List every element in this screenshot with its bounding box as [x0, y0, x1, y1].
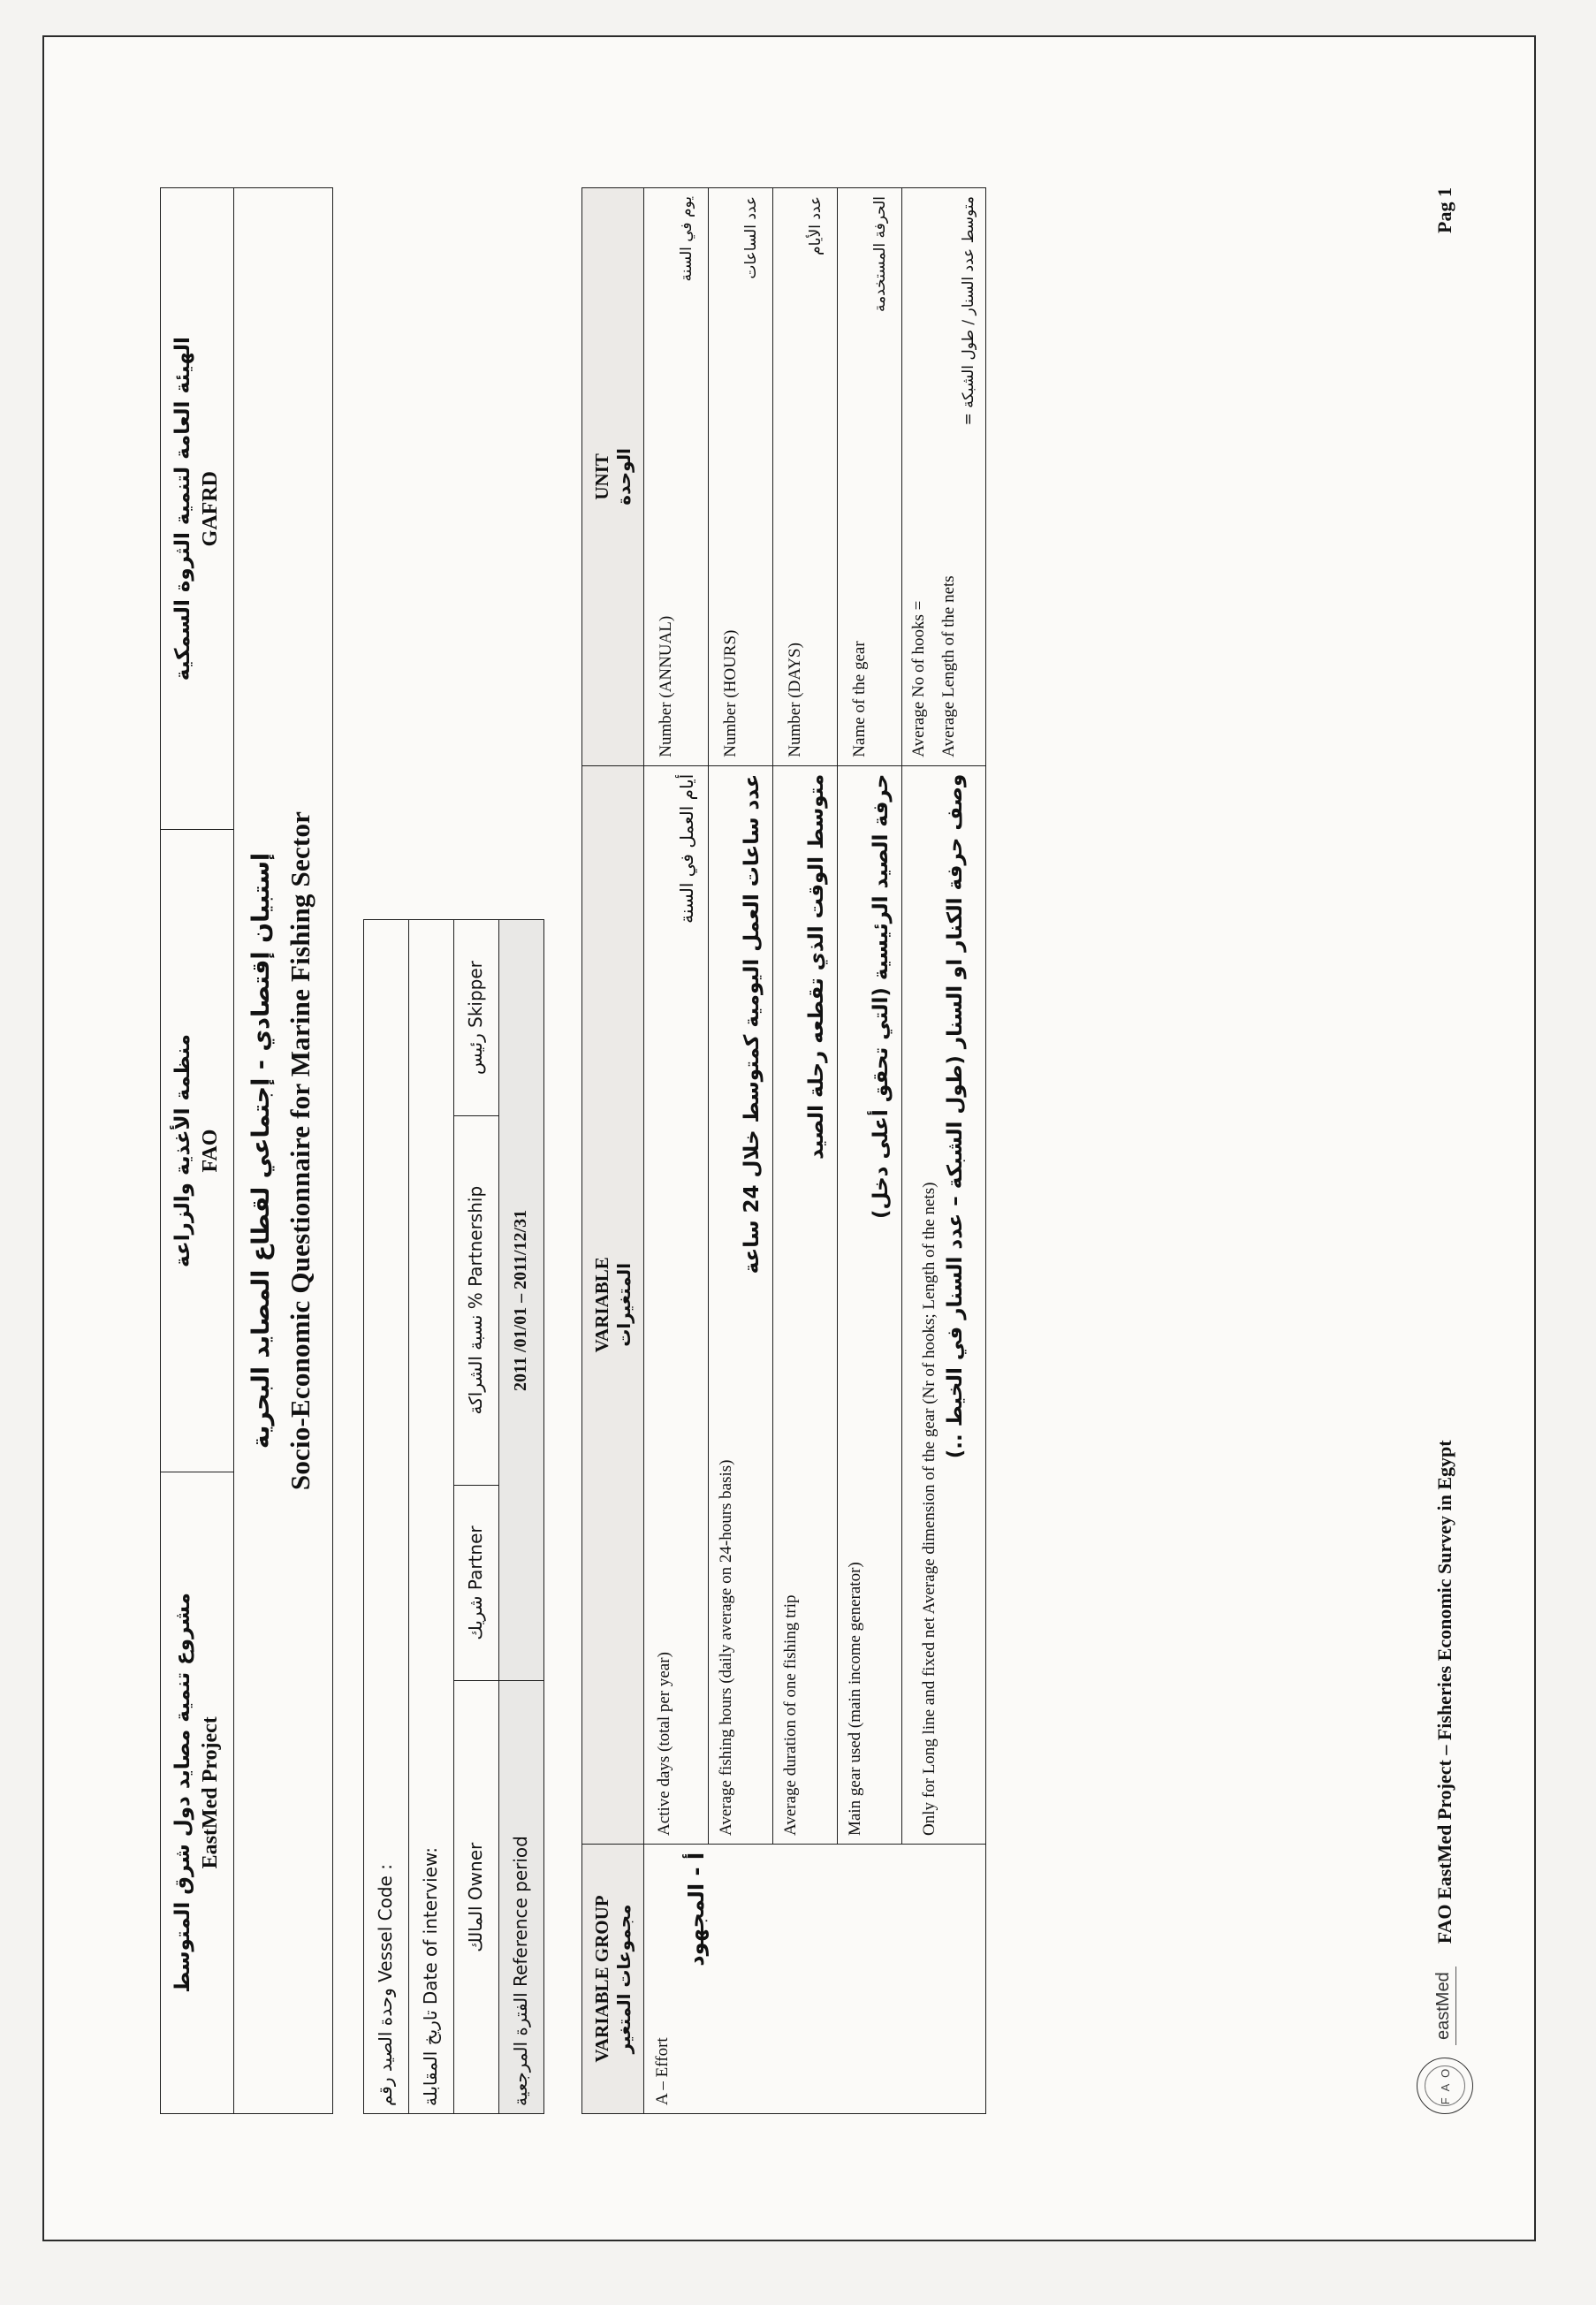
variables-header-unit — [581, 188, 643, 766]
unit-trip-duration-en: Number (DAYS) — [785, 643, 804, 757]
unit-main-gear-en: Name of the gear — [849, 641, 869, 757]
unit-trip-duration — [772, 188, 837, 766]
variable-gear-dimension-en: Only for Long line and fixed net Average dimension of the gear (Nr of hooks; Length of the nets) — [920, 1182, 939, 1836]
variables-header-unit-ar: الوحدة — [612, 448, 635, 506]
interview-date-row — [408, 920, 453, 2114]
unit-gear-dimension — [901, 188, 985, 766]
document-page — [91, 92, 1505, 2213]
document-content — [160, 187, 1433, 2114]
role-partnership-en: % Partnership — [465, 1185, 487, 1310]
role-skipper-ar: رئيس — [465, 1033, 487, 1075]
role-skipper — [453, 920, 498, 1115]
role-partner-ar: شريك — [465, 1595, 487, 1640]
header-gafrd-en: GAFRD — [199, 471, 223, 547]
header-eastmed-en: EastMed Project — [199, 1716, 223, 1869]
variables-header-group — [581, 1844, 643, 2113]
reference-period-label-en: Reference period — [510, 1836, 532, 1987]
vessel-code-row — [363, 920, 408, 2114]
page-number: Pag 1 — [1433, 187, 1455, 233]
reference-period-label — [498, 1681, 543, 2114]
interview-date-label: تاريخ المقابلة Date of interview: — [408, 920, 453, 2114]
unit-active-days-en: Number (ANNUAL) — [656, 615, 675, 757]
variable-trip-duration-en: Average duration of one fishing trip — [781, 1594, 801, 1836]
variable-main-gear — [837, 765, 901, 1844]
variable-group-effort-en: A – Effort — [652, 2037, 672, 2105]
variable-trip-duration-ar: متوسط الوقت الذي تقطعه رحلة الصيد — [804, 773, 828, 1160]
table-row — [837, 188, 901, 2114]
footer-project-text: FAO EastMed Project – Fisheries Economic Survey in Egypt — [1433, 1440, 1455, 1944]
fao-logo-icon: F A O — [1417, 2058, 1473, 2114]
footer-left-group — [1417, 1440, 1473, 2114]
page-footer — [1417, 187, 1473, 2114]
variable-active-days — [643, 765, 708, 1844]
variable-gear-dimension-ar: وصف حرفة الكنار او السنار (طول الشبكة – عدد السنار في الخيط ..) — [943, 773, 967, 1459]
header-eastmed-ar: مشروع تنمية مصايد دول شرق المتوسط — [171, 1592, 194, 1993]
header-cell-gafrd — [161, 188, 234, 830]
header-table — [160, 187, 333, 2114]
reference-period-row — [498, 920, 543, 2114]
header-fao-ar: منظمة الأغذية والزراعة — [171, 1034, 194, 1267]
variables-header-group-en: VARIABLE GROUP — [590, 1895, 612, 2063]
header-title-row — [234, 188, 333, 2114]
variable-group-effort-ar: أ - المجهود — [684, 1852, 710, 1966]
unit-main-gear-ar: الحرفة المستخدمة — [870, 196, 889, 313]
role-skipper-en: Skipper — [465, 961, 487, 1028]
table-row — [708, 188, 772, 2114]
table-row — [643, 188, 708, 2114]
variables-header-variable-ar: المتغيرات — [612, 1262, 635, 1347]
header-title-cell — [234, 188, 333, 2114]
unit-gear-dimension-ar: متوسط عدد السنار / طول الشبكة = — [960, 196, 978, 426]
variable-group-effort — [643, 1844, 985, 2113]
variables-table — [581, 187, 986, 2114]
role-partnership-percent — [453, 1115, 498, 1485]
unit-active-days-ar: يوم في السنة — [677, 196, 695, 282]
variable-active-days-en: Active days (total per year) — [654, 1652, 673, 1836]
variables-header-variable-en: VARIABLE — [590, 1257, 612, 1353]
table-row — [901, 188, 985, 2114]
variable-gear-dimension — [901, 765, 985, 1844]
reference-period-label-ar: الفترة المرجعية — [510, 1992, 532, 2106]
role-partner — [453, 1485, 498, 1681]
vessel-code-label: وحدة الصيد رقم Vessel Code : — [363, 920, 408, 2114]
variable-main-gear-ar: حرفة الصيد الرئيسية (التي تحقق أعلى دخل) — [869, 773, 893, 1219]
eastmed-logo-icon: eastMed — [1433, 1966, 1456, 2045]
unit-fishing-hours-ar: عدد الساعات — [741, 196, 760, 279]
unit-main-gear — [837, 188, 901, 766]
variable-main-gear-en: Main gear used (main income generator) — [846, 1562, 865, 1836]
identification-table — [363, 919, 544, 2114]
role-partnership-ar: نسبة الشراكة — [465, 1314, 487, 1415]
unit-fishing-hours — [708, 188, 772, 766]
unit-gear-dimension-nets: Average Length of the nets — [939, 575, 958, 757]
variables-header-group-ar: مجموعات المتغير — [612, 1904, 635, 2054]
variables-header-unit-en: UNIT — [590, 453, 612, 500]
variable-fishing-hours — [708, 765, 772, 1844]
reference-period-value: 2011 /01/01 – 2011/12/31 — [498, 920, 543, 1681]
role-partner-en: Partner — [465, 1525, 487, 1591]
variables-header-row — [581, 188, 643, 2114]
unit-trip-duration-ar: عدد الأيام — [806, 196, 825, 255]
header-org-row — [161, 188, 234, 2114]
variable-active-days-ar: أيام العمل في السنة — [676, 773, 698, 924]
role-owner — [453, 1681, 498, 2114]
role-owner-ar: المالك — [465, 1906, 487, 1952]
role-owner-en: Owner — [465, 1842, 487, 1901]
header-cell-fao — [161, 830, 234, 1472]
table-row — [772, 188, 837, 2114]
variable-fishing-hours-ar: عدد ساعات العمل اليومية كمتوسط خلال 24 ساعة — [740, 773, 764, 1274]
unit-fishing-hours-en: Number (HOURS) — [720, 629, 740, 757]
variable-trip-duration — [772, 765, 837, 1844]
variables-header-variable — [581, 765, 643, 1844]
header-cell-eastmed — [161, 1472, 234, 2113]
unit-active-days — [643, 188, 708, 766]
questionnaire-title-ar: إستبيان إقتصادي - إجتماعي لقطاع المصايد البحرية — [247, 852, 276, 1449]
roles-row — [453, 920, 498, 2114]
variable-fishing-hours-en: Average fishing hours (daily average on 24-hours basis) — [717, 1459, 736, 1836]
header-gafrd-ar: الهيئة العامة لتنمية الثروة السمكية — [171, 337, 194, 681]
unit-gear-dimension-hooks: Average No of hooks = — [908, 600, 928, 757]
header-fao-en: FAO — [199, 1129, 223, 1173]
questionnaire-title-en: Socio-Economic Questionnaire for Marine Fishing Sector — [284, 810, 315, 1491]
